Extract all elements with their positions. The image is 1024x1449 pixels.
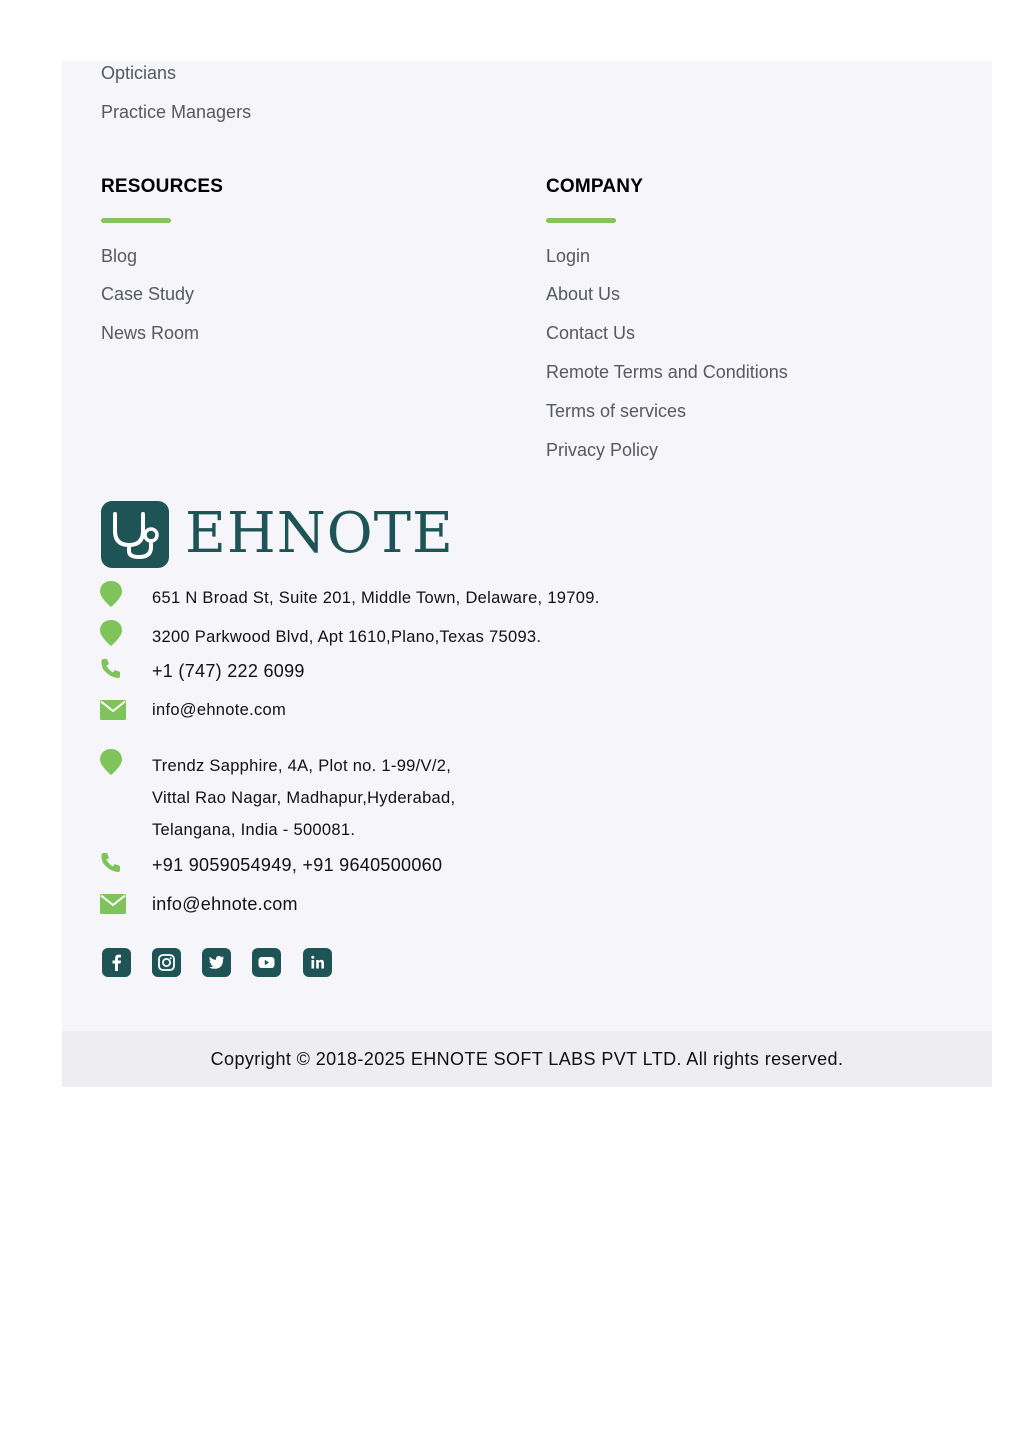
- copyright-bar: [62, 1031, 992, 1087]
- footer-link-remote-terms[interactable]: Remote Terms and Conditions: [546, 362, 788, 382]
- linkedin-icon[interactable]: [303, 948, 332, 977]
- phone-icon: [100, 657, 122, 679]
- india-phone[interactable]: +91 9059054949, +91 9640500060: [152, 855, 443, 875]
- location-pin-icon: [99, 748, 123, 776]
- brand-name: EHNOTE: [185, 501, 454, 566]
- us-address-2: 3200 Parkwood Blvd, Apt 1610,Plano,Texas 75093.: [152, 628, 542, 646]
- location-pin-icon: [99, 580, 123, 608]
- resources-heading: RESOURCES: [101, 176, 224, 197]
- location-pin-icon: [99, 619, 123, 647]
- footer-link-practice-managers[interactable]: Practice Managers: [101, 102, 252, 122]
- youtube-icon[interactable]: [252, 948, 281, 977]
- company-heading: COMPANY: [546, 176, 644, 197]
- footer-link-contact-us[interactable]: Contact Us: [546, 323, 636, 343]
- india-address-line-1: Trendz Sapphire, 4A, Plot no. 1-99/V/2,: [152, 757, 452, 775]
- company-heading-underline: [546, 218, 616, 223]
- copyright-text: Copyright © 2018-2025 EHNOTE SOFT LABS PVT LTD. All rights reserved.: [210, 1049, 844, 1069]
- footer-link-privacy-policy[interactable]: Privacy Policy: [546, 440, 659, 460]
- india-address-line-3: Telangana, India - 500081.: [152, 821, 356, 839]
- india-email[interactable]: info@ehnote.com: [152, 894, 298, 914]
- footer-link-about-us[interactable]: About Us: [546, 284, 621, 304]
- facebook-icon[interactable]: [102, 948, 131, 977]
- brand-logo[interactable]: [101, 501, 169, 568]
- us-address-1: 651 N Broad St, Suite 201, Middle Town, Delaware, 19709.: [152, 589, 600, 607]
- us-phone[interactable]: +1 (747) 222 6099: [152, 661, 305, 681]
- site-footer: [62, 61, 992, 1087]
- footer-link-blog[interactable]: Blog: [101, 246, 138, 266]
- footer-link-case-study[interactable]: Case Study: [101, 284, 195, 304]
- phone-icon: [100, 851, 122, 873]
- resources-heading-underline: [101, 218, 171, 223]
- email-icon: [100, 894, 126, 914]
- twitter-icon[interactable]: [202, 948, 231, 977]
- footer-link-login[interactable]: Login: [546, 246, 591, 266]
- footer-link-news-room[interactable]: News Room: [101, 323, 200, 343]
- footer-link-opticians[interactable]: Opticians: [101, 63, 177, 83]
- email-icon: [100, 700, 126, 720]
- india-address-line-2: Vittal Rao Nagar, Madhapur,Hyderabad,: [152, 789, 456, 807]
- footer-link-terms-of-services[interactable]: Terms of services: [546, 401, 687, 421]
- instagram-icon[interactable]: [152, 948, 181, 977]
- stethoscope-icon: [101, 501, 169, 568]
- us-email[interactable]: info@ehnote.com: [152, 701, 287, 719]
